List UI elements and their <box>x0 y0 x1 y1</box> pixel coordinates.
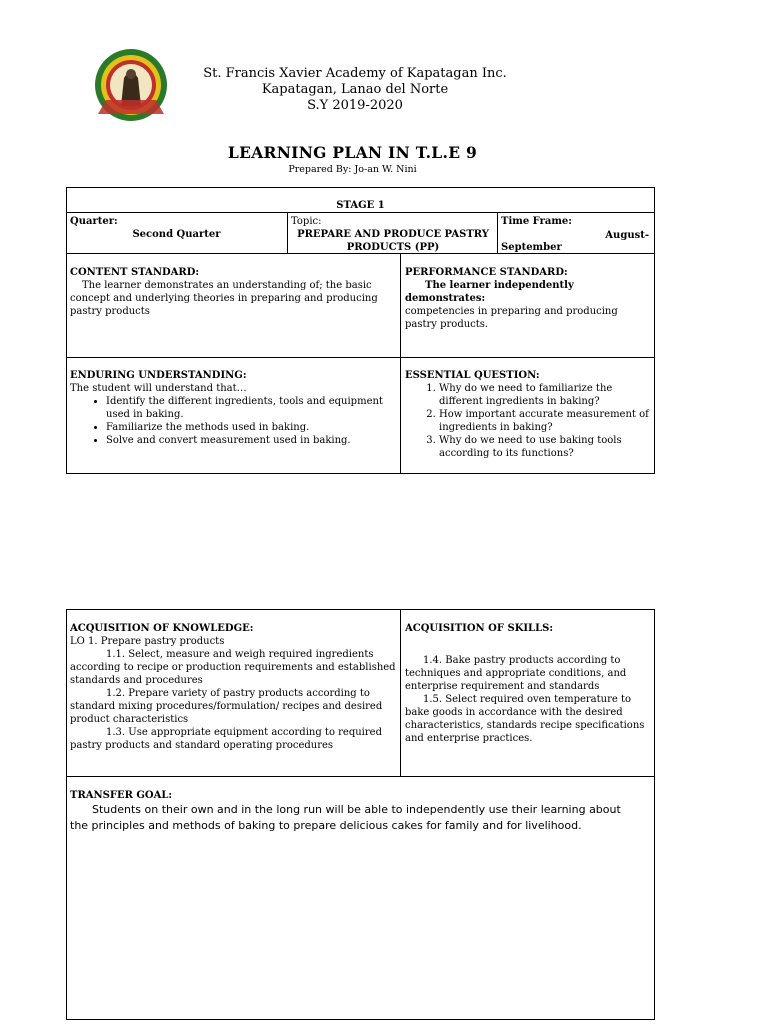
knowledge-item: 1.2. Prepare variety of pastry products according to standard mixing procedures/formulation/ recipes and desired product characteristics <box>70 688 383 725</box>
list-item: 1. Why do we need to familiarize the different ingredients in baking? <box>439 382 651 408</box>
essential-question-label: ESSENTIAL QUESTION: <box>405 370 540 381</box>
knowledge-label: ACQUISITION OF KNOWLEDGE: <box>70 623 254 634</box>
list-item: • Solve and convert measurement used in baking. <box>106 434 396 447</box>
school-name: St. Francis Xavier Academy of Kapatagan Inc. <box>203 66 507 81</box>
performance-standard-label: PERFORMANCE STANDARD: <box>405 267 568 278</box>
content-standard-cell <box>70 266 396 318</box>
list-item: • Familiarize the methods used in baking. <box>106 421 396 434</box>
transfer-goal-text: Students on their own and in the long run will be able to independently use their learning about the principles and methods of baking to prepare delicious cakes for family and for livelihood. <box>70 803 621 832</box>
knowledge-lo: LO 1. Prepare pastry products <box>70 636 225 647</box>
enduring-understanding-label: ENDURING UNDERSTANDING: <box>70 370 247 381</box>
timeframe-label: Time Frame: <box>501 216 572 227</box>
topic-value: PREPARE AND PRODUCE PASTRY PRODUCTS (PP) <box>297 229 489 253</box>
school-seal-logo <box>94 48 168 122</box>
performance-standard-text: competencies in preparing and producing pastry products. <box>405 306 618 330</box>
list-item: 3. Why do we need to use baking tools according to its functions? <box>439 434 651 460</box>
performance-standard-cell <box>405 266 651 331</box>
quarter-label: Quarter: <box>70 216 118 227</box>
page-title: LEARNING PLAN IN T.L.E 9 <box>227 143 478 162</box>
skills-item: 1.4. Bake pastry products according to techniques and appropriate conditions, and enterprise requirement and standards <box>405 655 627 692</box>
list-item: 2. How important accurate measurement of ingredients in baking? <box>439 408 651 434</box>
transfer-goal-label: TRANSFER GOAL: <box>70 790 173 801</box>
skills-cell <box>405 622 651 745</box>
stage1-heading: STAGE 1 <box>336 200 385 211</box>
quarter-value: Second Quarter <box>132 229 221 240</box>
enduring-understanding-cell <box>70 369 396 447</box>
essential-question-cell <box>405 369 651 460</box>
knowledge-item: 1.1. Select, measure and weigh required ingredients according to recipe or production requirements and established standards and procedures <box>70 649 396 686</box>
essential-question-list <box>405 382 651 460</box>
school-header <box>180 66 530 114</box>
enduring-understanding-list <box>70 395 396 447</box>
topic-label: Topic: <box>291 216 322 227</box>
performance-standard-lead: The learner independently demonstrates: <box>405 280 574 304</box>
content-standard-label: CONTENT STANDARD: <box>70 267 200 278</box>
knowledge-cell <box>70 622 396 752</box>
skills-item: 1.5. Select required oven temperature to bake goods in accordance with the desired characteristics, standards recipe specifications and enterprise practices. <box>405 694 645 744</box>
knowledge-item: 1.3. Use appropriate equipment according to required pastry products and standard operating procedures <box>70 727 382 751</box>
list-item: • Identify the different ingredients, tools and equipment used in baking. <box>106 395 396 421</box>
timeframe-value-2: September <box>501 242 562 253</box>
skills-label: ACQUISITION OF SKILLS: <box>405 623 554 634</box>
school-year: S.Y 2019-2020 <box>307 98 403 113</box>
content-standard-text: The learner demonstrates an understanding of; the basic concept and underlying theories in preparing and producing pastry products <box>70 280 378 317</box>
prepared-by: Prepared By: Jo-an W. Nini <box>288 164 417 175</box>
timeframe-value-1: August- <box>605 230 649 241</box>
enduring-understanding-intro: The student will understand that… <box>70 383 247 394</box>
school-location: Kapatagan, Lanao del Norte <box>261 82 449 97</box>
